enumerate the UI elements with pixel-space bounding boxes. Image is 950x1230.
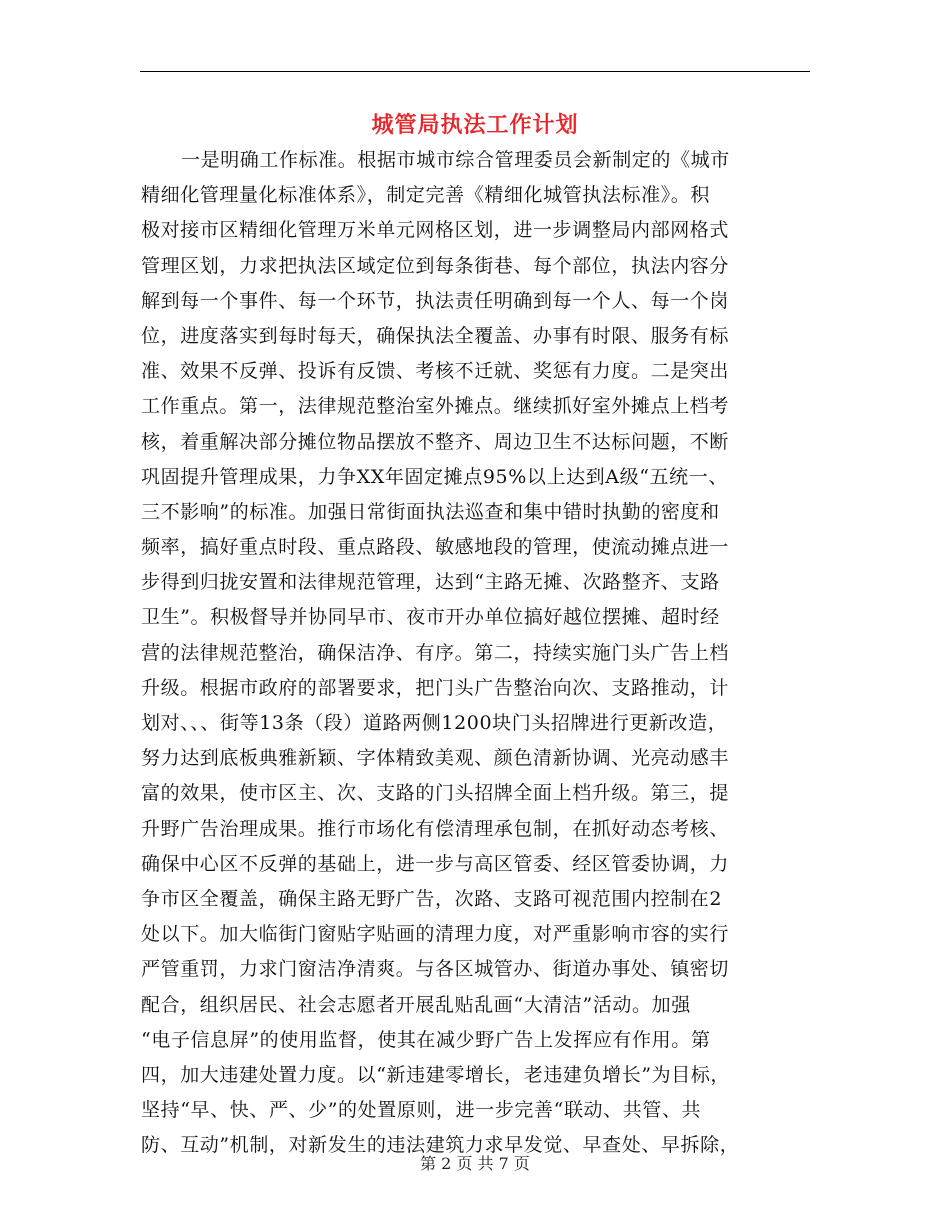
body-line: 精细化管理量化标准体系》，制定完善《精细化城管执法标准》。积 <box>141 184 711 207</box>
body-line: 核，着重解决部分摊位物品摆放不整齐、周边卫生不达标问题，不断 <box>141 430 730 453</box>
body-line: 处以下。加大临街门窗贴字贴画的清理力度，对严重影响市容的实行 <box>141 923 730 946</box>
body-line: “电子信息屏”的使用监督，使其在减少野广告上发挥应有作用。第 <box>141 1028 711 1051</box>
page-number: 第 2 页 共 7 页 <box>420 1154 530 1173</box>
body-line: 卫生”。积极督导并协同早市、夜市开办单位搞好越位摆摊、超时经 <box>141 606 720 629</box>
body-line: 三不影响”的标准。加强日常街面执法巡查和集中错时执勤的密度和 <box>141 500 720 523</box>
body-line: 升野广告治理成果。推行市场化有偿清理承包制，在抓好动态考核、 <box>141 817 730 840</box>
body-line: 频率，搞好重点时段、重点路段、敏感地段的管理，使流动摊点进一 <box>141 536 730 559</box>
body-line: 富的效果，使市区主、次、支路的门头招牌全面上档升级。第三，提 <box>141 782 730 805</box>
body-line: 极对接市区精细化管理万米单元网格区划，进一步调整局内部网格式 <box>141 219 730 242</box>
body-line: 工作重点。第一，法律规范整治室外摊点。继续抓好室外摊点上档考 <box>141 395 730 418</box>
header-rule <box>140 71 810 72</box>
body-line: 营的法律规范整治，确保洁净、有序。第二，持续实施门头广告上档 <box>141 641 730 664</box>
body-line: 确保中心区不反弹的基础上，进一步与高区管委、经区管委协调，力 <box>141 852 730 875</box>
body-line: 努力达到底板典雅新颖、字体精致美观、颜色清新协调、光亮动感丰 <box>141 747 730 770</box>
body-line: 位，进度落实到每时每天，确保执法全覆盖、办事有时限、服务有标 <box>141 324 730 347</box>
body-line: 准、效果不反弹、投诉有反馈、考核不迁就、奖惩有力度。二是突出 <box>141 360 730 383</box>
body-line: 一是明确工作标准。根据市城市综合管理委员会新制定的《城市 <box>181 149 730 171</box>
body-line: 防、互动”机制，对新发生的违法建筑力求早发觉、早查处、早拆除， <box>141 1134 740 1157</box>
body-line: 配合，组织居民、社会志愿者开展乱贴乱画“大清洁”活动。加强 <box>141 993 691 1016</box>
body-line: 管理区划，力求把执法区域定位到每条街巷、每个部位，执法内容分 <box>141 254 730 277</box>
document-body <box>141 143 811 1163</box>
body-line: 升级。根据市政府的部署要求，把门头广告整治向次、支路推动，计 <box>141 676 730 699</box>
body-line: 步得到归拢安置和法律规范管理，达到“主路无摊、次路整齐、支路 <box>141 571 720 594</box>
body-line: 坚持“早、快、严、少”的处置原则，进一步完善“联动、共管、共 <box>141 1099 702 1122</box>
body-line: 四，加大违建处置力度。以“新违建零增长，老违建负增长”为目标， <box>141 1063 731 1086</box>
document-title: 城管局执法工作计划 <box>371 112 579 138</box>
body-line: 划对、、、街等13条（段）道路两侧1200块门头招牌进行更新改造， <box>141 712 728 734</box>
body-line: 巩固提升管理成果，力争XX年固定摊点95%以上达到A级“五统一、 <box>141 465 728 488</box>
body-line: 争市区全覆盖，确保主路无野广告，次路、支路可视范围内控制在2 <box>141 887 723 910</box>
body-line: 严管重罚，力求门窗洁净清爽。与各区城管办、街道办事处、镇密切 <box>141 958 730 981</box>
body-line: 解到每一个事件、每一个环节，执法责任明确到每一个人、每一个岗 <box>141 289 730 312</box>
